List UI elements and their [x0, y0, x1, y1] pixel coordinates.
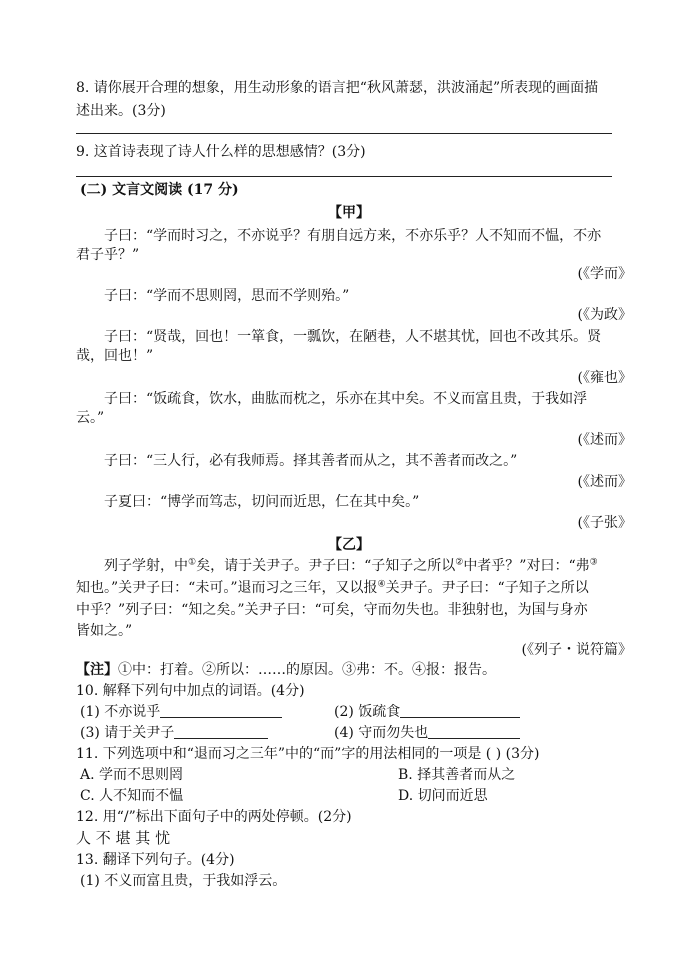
q13-title: 13. 翻译下列句子。(4分) — [76, 852, 235, 868]
answer-line — [76, 176, 612, 177]
note: 【注】①中：打着。②所以：……的原因。③弗：不。④报：报告。 — [76, 662, 496, 678]
answer-blank[interactable] — [428, 724, 520, 739]
q11-option-b: B. 择其善者而从之 — [398, 767, 516, 783]
q11-title: 11. 下列选项中和“退而习之三年”中的“而”字的用法相同的一项是 ( ) (3分) — [76, 746, 540, 762]
jia-p1-line-2: 君子乎？” — [76, 247, 140, 263]
q8-line-1: 8. 请你展开合理的想象，用生动形象的语言把“秋风萧瑟，洪波涌起”所表现的画面描 — [76, 80, 599, 96]
yi-source: (《列子・说符篇》 — [521, 642, 632, 658]
q10-item-3: (3) 请于关尹子 — [80, 724, 268, 742]
yi-line-4: 皆如之。” — [76, 623, 133, 639]
yi-line-2: 知也。”关尹子曰：“未可。”退而习之三年，又以报④关尹子。尹子曰：“子知子之所以 — [76, 579, 589, 596]
jia-p3-line-1: 子曰：“贤哉，回也！一箪食，一瓢饮，在陋巷，人不堪其忧，回也不改其乐。贤 — [104, 329, 602, 345]
q12-title: 12. 用“/”标出下面句子中的两处停顿。(2分) — [76, 809, 352, 825]
q9-text: 9. 这首诗表现了诗人什么样的思想感情？(3分) — [76, 144, 366, 160]
jia-p4-line-2: 云。” — [76, 410, 105, 426]
jia-p6-line-1: 子夏曰：“博学而笃志，切问而近思，仁在其中矣。” — [104, 494, 420, 510]
q10-item-1: (1) 不亦说乎 — [80, 703, 282, 721]
jia-p4-source: (《述而》 — [577, 432, 632, 448]
answer-line — [76, 133, 612, 134]
yi-line-3: 中乎？”列子曰：“知之矣。”关尹子曰：“可矣，守而勿失也。非独射也，为国与身亦 — [76, 602, 588, 618]
q8-line-2: 述出来。(3分) — [76, 103, 166, 119]
q11-option-c: C. 人不知而不愠 — [80, 788, 184, 804]
jia-p5-source: (《述而》 — [577, 474, 632, 490]
jia-p4-line-1: 子曰：“饭疏食，饮水，曲肱而枕之，乐亦在其中矣。不义而富且贵，于我如浮 — [104, 391, 588, 407]
jia-p6-source: (《子张》 — [577, 515, 632, 531]
jia-p2-source: (《为政》 — [577, 307, 632, 323]
yi-line-1: 列子学射，中①矣，请于关尹子。尹子曰：“子知子之所以②中者乎？”对曰：“弗③ — [104, 557, 598, 574]
section-title: (二) 文言文阅读 (17 分) — [80, 182, 239, 198]
q11-option-a: A. 学而不思则罔 — [80, 767, 184, 783]
answer-blank[interactable] — [160, 703, 282, 718]
jia-p3-source: (《雍也》 — [577, 370, 632, 386]
answer-blank[interactable] — [174, 724, 268, 739]
jia-heading: 【甲】 — [328, 205, 370, 221]
yi-heading: 【乙】 — [328, 537, 370, 553]
jia-p3-line-2: 哉，回也！” — [76, 348, 154, 364]
jia-p2-line-1: 子曰：“学而不思则罔，思而不学则殆。” — [104, 288, 350, 304]
q10-title: 10. 解释下列句中加点的词语。(4分) — [76, 683, 305, 699]
q10-item-4: (4) 守而勿失也 — [334, 724, 520, 742]
answer-blank[interactable] — [400, 703, 520, 718]
jia-p5-line-1: 子曰：“三人行，必有我师焉。择其善者而从之，其不善者而改之。” — [104, 453, 518, 469]
q10-item-2: (2) 饭疏食 — [334, 703, 520, 721]
q11-option-d: D. 切问而近思 — [398, 788, 488, 804]
q12-sentence: 人 不 堪 其 忧 — [76, 829, 171, 847]
q13-item-1: (1) 不义而富且贵，于我如浮云。 — [80, 873, 287, 889]
jia-p1-line-1: 子曰：“学而时习之，不亦说乎？有朋自远方来，不亦乐乎？人不知而不愠，不亦 — [104, 228, 602, 244]
jia-p1-source: (《学而》 — [577, 266, 632, 282]
